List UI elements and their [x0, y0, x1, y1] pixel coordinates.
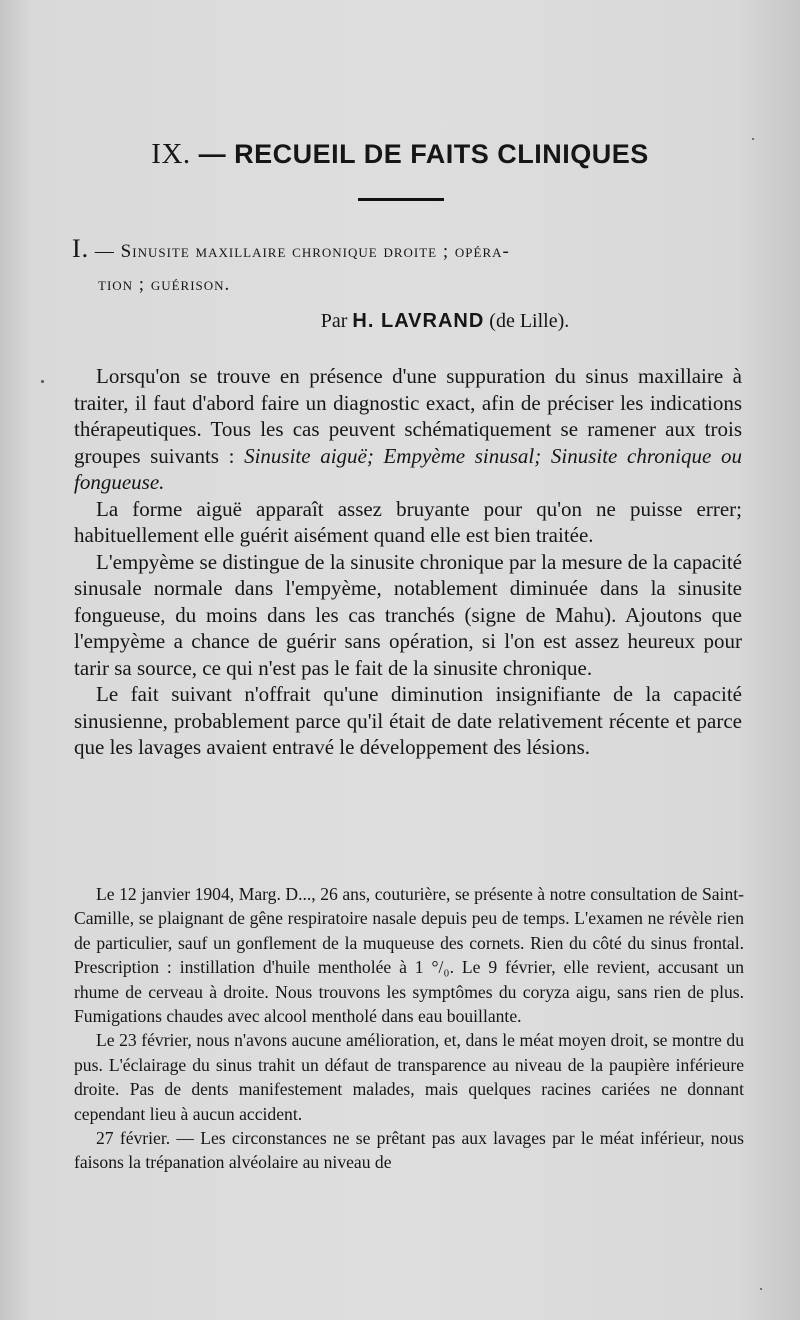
chapter-heading — [0, 138, 800, 171]
paragraph-1-text: Lorsqu'on se trouve en présence d'une suppuration du sinus maxillaire à traiter, il faut d'abord faire un diagnostic exact, afin de préciser les indications thérapeutiques. Tous les cas peuvent schématiquement se ramener aux trois groupes suivants : — [74, 364, 742, 468]
chapter-title: RECUEIL DE FAITS CLINIQUES — [234, 139, 649, 169]
paragraph-3: L'empyème se distingue de la sinusite chronique par la mesure de la capacité sinusale normale dans l'empyème, notablement diminuée dans la sinusite fongueuse, du moins dans les cas tranchés (signe de Mahu). Ajoutons que l'empyème a chance de guérir sans opération, si l'on est assez heureux pour tarir sa source, ce qui n'est pas le fait de la sinusite chronique. — [74, 549, 742, 680]
paper-speck — [41, 380, 44, 383]
byline-prefix: Par — [320, 310, 348, 332]
case-paragraph-1: Le 12 janvier 1904, Marg. D..., 26 ans, couturière, se présente à notre consultation de Saint-Camille, se plaignant de gêne respiratoire nasale depuis peu de temps. L'examen ne révèle rien de particulier, sauf un gonflement de la muqueuse des cornets. Rien du côté du sinus frontal. Prescription : instillation d'huile mentholée à 1 °/₀. Le 9 février, elle revient, accusant un rhume de cerveau à droite. Nous trouvons les symptômes du coryza aigu, sans rien de plus. Fumigations chaudes avec alcool mentholé dans eau bouillante. — [74, 884, 744, 1027]
article-numeral: I. — [72, 234, 90, 263]
article-dash: — — [94, 241, 115, 262]
paper-speck — [760, 1288, 762, 1290]
paragraph-2: La forme aiguë apparaît assez bruyante pour qu'on ne puisse errer; habituellement elle guérit aisément quand elle est bien traitée. — [74, 496, 742, 547]
article-title-text-1: Sinusite maxillaire chronique droite ; opéra- — [120, 241, 510, 262]
title-rule-divider — [358, 198, 444, 201]
chapter-number: IX. — [151, 138, 191, 170]
case-paragraph-3: 27 février. — Les circonstances ne se prêtant pas aux lavages par le méat inférieur, nous faisons la trépanation alvéolaire au niveau de — [74, 1128, 744, 1173]
paragraph-1 — [74, 363, 742, 496]
author-name: H. LAVRAND — [352, 310, 485, 332]
article-title-line-2: tion ; guérison. — [98, 274, 231, 295]
case-report — [74, 882, 744, 1175]
article-body — [74, 363, 742, 761]
paragraph-1-italic-groups: Sinusite aiguë; Empyème sinusal; Sinusite chronique ou fongueuse. — [74, 443, 743, 494]
byline — [0, 310, 800, 333]
article-title-line-1 — [72, 232, 752, 268]
article-heading — [72, 232, 752, 301]
author-affiliation: (de Lille). — [489, 310, 570, 332]
paragraph-4: Le fait suivant n'offrait qu'une diminution insignifiante de la capacité sinusienne, probablement parce qu'il était de date relativement récente et parce que les lavages avaient entravé le développement des lésions. — [74, 682, 742, 759]
case-paragraph-2: Le 23 février, nous n'avons aucune amélioration, et, dans le méat moyen droit, se montre du pus. L'éclairage du sinus trahit un défaut de transparence au niveau de la paupière inférieure droite. Pas de dents manifestement malades, mais quelques racines cariées ne donnant cependant lieu à aucun accident. — [74, 1030, 744, 1124]
chapter-dash: — — [198, 139, 227, 169]
paper-speck — [752, 138, 754, 140]
